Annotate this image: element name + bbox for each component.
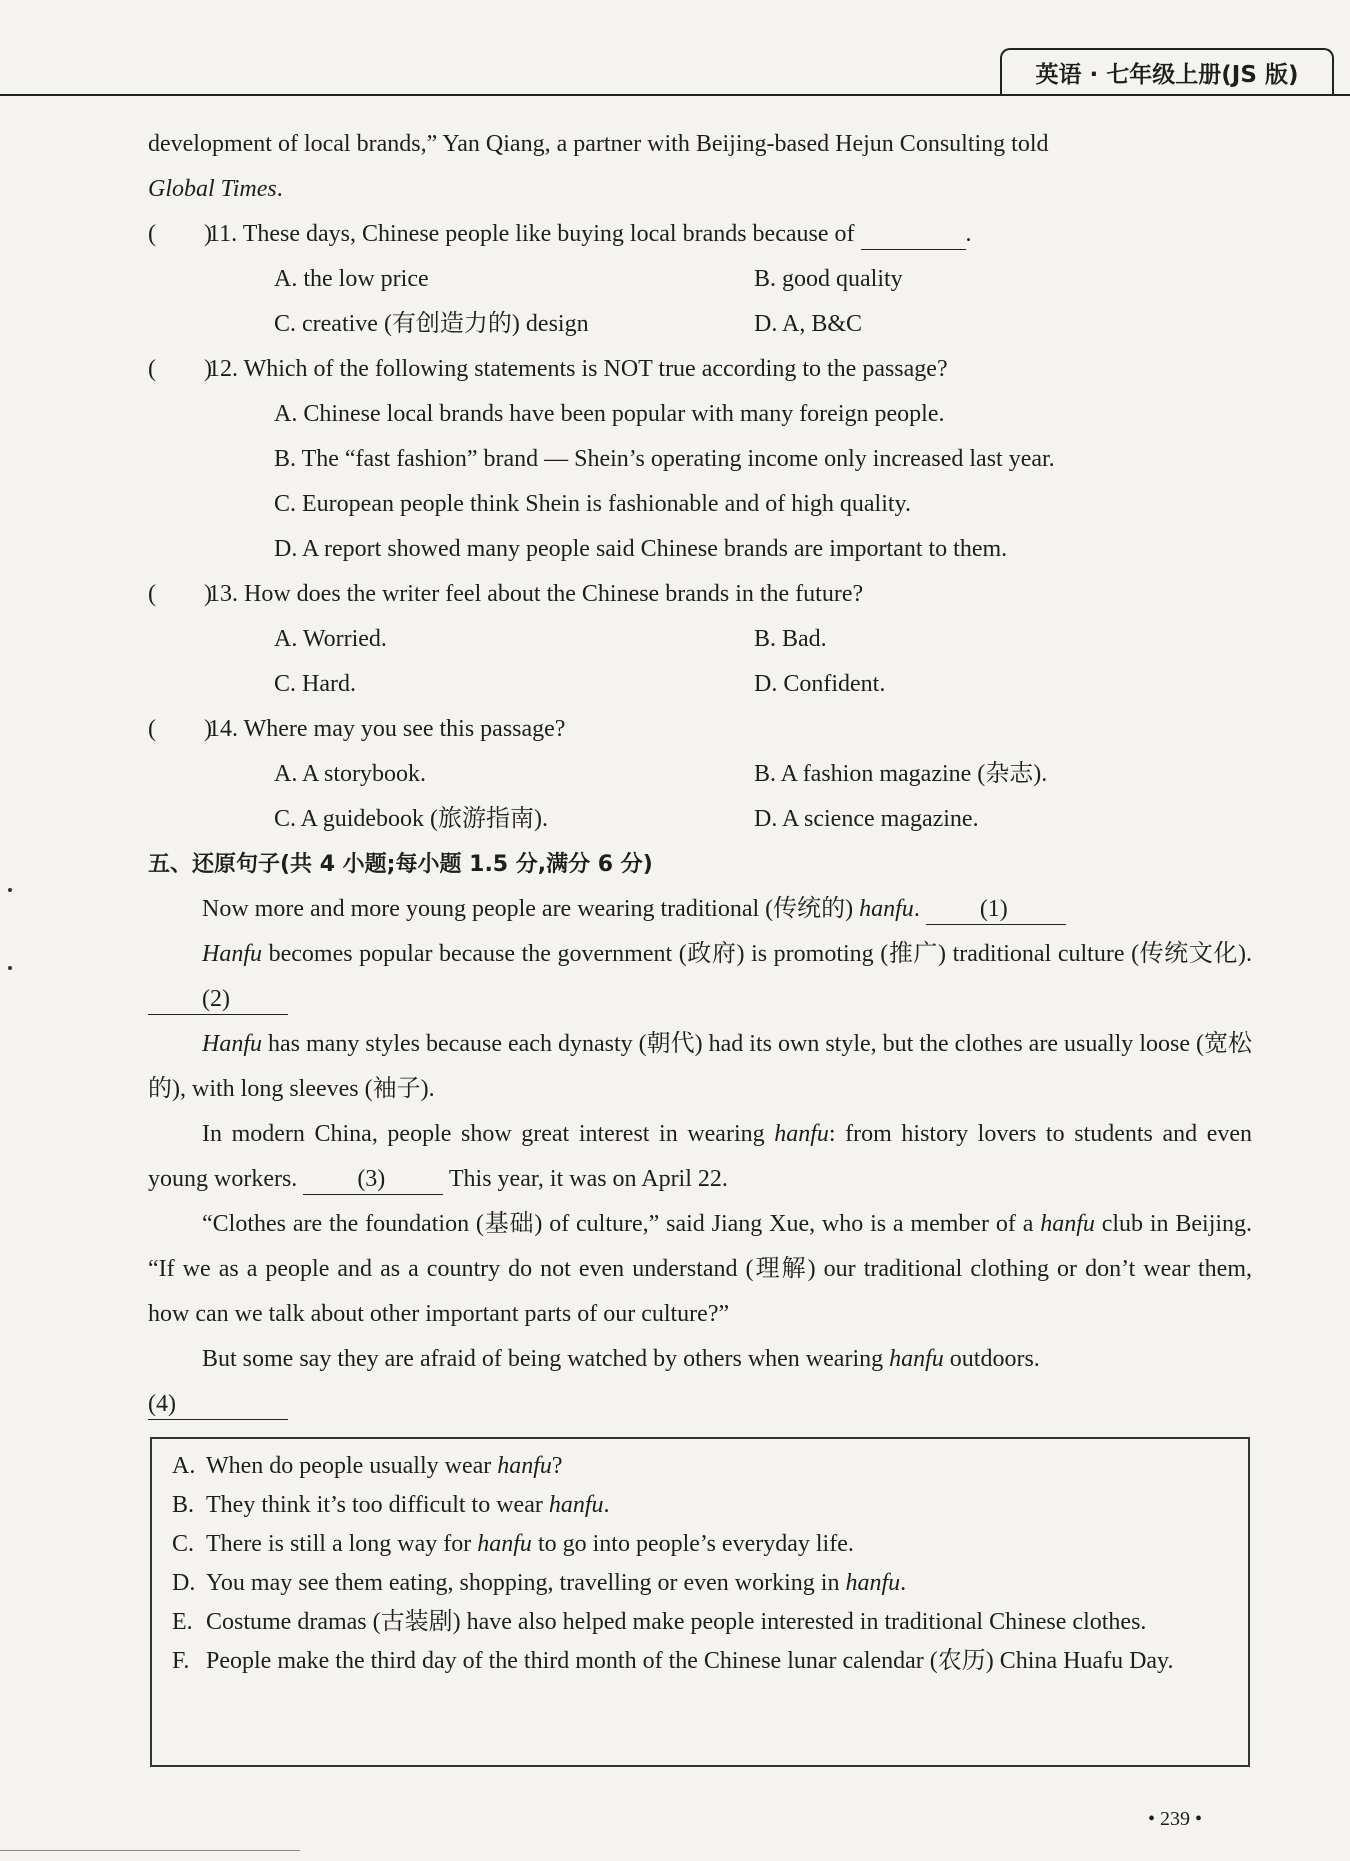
question-text: These days, Chinese people like buying local brands because of: [242, 221, 855, 247]
passage-ending-tail: .: [276, 176, 283, 202]
options: [148, 392, 1252, 572]
p4-before: In modern China, people show great interest in wearing: [202, 1121, 765, 1147]
option-letter: C.: [172, 1531, 195, 1557]
question-stem: [208, 707, 1252, 752]
option-text-main: You may see them eating, shopping, travelling or even working in: [206, 1570, 840, 1596]
option-text: [206, 1564, 1230, 1603]
paragraph-1: [148, 887, 1252, 932]
option-letter: E.: [172, 1609, 193, 1635]
option: A. A storybook.: [274, 761, 427, 787]
header-rule: [0, 94, 1350, 96]
option: D. Confident.: [754, 671, 886, 697]
p4-tail: This year, it was on April 22.: [448, 1166, 728, 1192]
question-stem: [208, 572, 1252, 617]
paragraph-5: [148, 1202, 1252, 1337]
question-text: Which of the following statements is NOT true according to the passage?: [243, 356, 948, 382]
section-title: 五、还原句子(共 4 小题;每小题 1.5 分,满分 6 分): [148, 852, 653, 877]
options: [148, 617, 1252, 707]
option: C. creative (有创造力的) design: [274, 311, 589, 337]
option-text-after: .: [900, 1570, 907, 1596]
question-14: [148, 707, 1252, 752]
p6-after: outdoors.: [949, 1346, 1040, 1372]
p6-hanfu: hanfu: [889, 1346, 944, 1372]
question-13: [148, 572, 1252, 617]
paragraph-2: [148, 932, 1252, 1022]
source-name: Global Times: [148, 176, 277, 202]
p4-hanfu: hanfu: [774, 1121, 829, 1147]
bottom-rule: [0, 1850, 300, 1851]
p5-before: “Clothes are the foundation (基础) of culture,” said Jiang Xue, who is a member of a: [202, 1211, 1034, 1237]
question-number: 13.: [208, 581, 238, 607]
p3-text: has many styles because each dynasty (朝代) had its own style, but the clothes are usually loose (宽松的), with long sleeves (袖子).: [148, 1031, 1253, 1102]
page-number: • 239 •: [1148, 1808, 1203, 1830]
book-title-tab: 英语 · 七年级上册(JS 版): [1000, 48, 1334, 94]
option-row: [274, 797, 1252, 842]
margin-mark: [8, 888, 12, 892]
answer-bracket[interactable]: ( ): [148, 716, 212, 742]
question-end: .: [965, 221, 972, 247]
option-hanfu: hanfu: [497, 1453, 552, 1479]
option: A. Worried.: [274, 626, 387, 652]
p4-after: : from history lovers to students and even young workers.: [148, 1121, 1253, 1192]
option-letter: D.: [172, 1570, 196, 1596]
sentence-options-box: [150, 1437, 1250, 1767]
options: [148, 752, 1252, 842]
option-text: [206, 1642, 1230, 1681]
sentence-option: [172, 1642, 1230, 1681]
option-row: [274, 752, 1252, 797]
option: C. European people think Shein is fashionable and of high quality.: [274, 491, 911, 517]
option-text-main: There is still a long way for: [206, 1531, 472, 1557]
answer-blank-4[interactable]: (4): [148, 1389, 288, 1420]
option-text: [206, 1525, 1230, 1564]
answer-blank-2[interactable]: (2): [148, 984, 288, 1015]
p3-hanfu: Hanfu: [202, 1031, 262, 1057]
answer-bracket[interactable]: ( ): [148, 581, 212, 607]
option: D. A report showed many people said Chinese brands are important to them.: [274, 536, 1008, 562]
option: B. good quality: [754, 266, 903, 292]
option-row: [274, 662, 1252, 707]
option-text-after: to go into people’s everyday life.: [531, 1531, 854, 1557]
option: C. Hard.: [274, 671, 356, 697]
question-stem: [208, 212, 1252, 257]
option-letter: B.: [172, 1492, 195, 1518]
sentence-option: [172, 1447, 1230, 1486]
option-text-after: .: [603, 1492, 610, 1518]
page-content: [148, 122, 1252, 1427]
question-12: [148, 347, 1252, 392]
option: B. The “fast fashion” brand — Shein’s operating income only increased last year.: [274, 446, 1055, 472]
option: C. A guidebook (旅游指南).: [274, 806, 548, 832]
question-text: Where may you see this passage?: [243, 716, 566, 742]
p5-after: club in Beijing. “If we as a people and as a country do not even understand (理解) our traditional clothing or don’t wear them, how can we talk about other important parts of our culture?”: [148, 1211, 1253, 1327]
answer-bracket[interactable]: ( ): [148, 221, 212, 247]
answer-blank-1[interactable]: (1): [926, 894, 1066, 925]
option: A. Chinese local brands have been popular with many foreign people.: [274, 401, 945, 427]
option-text: [206, 1486, 1230, 1525]
p5-hanfu: hanfu: [1040, 1211, 1095, 1237]
p2-text: becomes popular because the government (政府) is promoting (推广) traditional culture (传统文化).: [268, 941, 1253, 967]
option-text-main: They think it’s too difficult to wear: [206, 1492, 543, 1518]
option: A. the low price: [274, 266, 429, 292]
fill-blank[interactable]: [861, 219, 966, 250]
question-number: 14.: [208, 716, 238, 742]
paragraph-3: [148, 1022, 1252, 1112]
p1-after: .: [913, 896, 920, 922]
option-hanfu: hanfu: [845, 1570, 901, 1596]
sentence-option: [172, 1603, 1230, 1642]
p6-before: But some say they are afraid of being watched by others when wearing: [202, 1346, 884, 1372]
option-hanfu: hanfu: [548, 1492, 604, 1518]
question-stem: [208, 347, 1252, 392]
option: B. A fashion magazine (杂志).: [754, 761, 1048, 787]
reading-questions: [148, 212, 1252, 842]
sentence-option: [172, 1486, 1230, 1525]
passage-ending: [148, 122, 1252, 212]
paragraph-6: [148, 1337, 1252, 1382]
option-hanfu: hanfu: [477, 1531, 532, 1557]
option-text: [206, 1603, 1230, 1642]
option-text-main: Costume dramas (古装剧) have also helped make people interested in traditional Chinese clothes.: [206, 1609, 1147, 1635]
p1-text: Now more and more young people are wearing traditional (传统的): [202, 896, 854, 922]
option-text: [206, 1447, 1230, 1486]
option-letter: F.: [172, 1648, 190, 1674]
question-number: 11.: [208, 221, 238, 247]
question-text: How does the writer feel about the Chinese brands in the future?: [244, 581, 864, 607]
option-text-main: People make the third day of the third month of the Chinese lunar calendar (农历) China Huafu Day.: [206, 1648, 1174, 1674]
option-text-main: When do people usually wear: [206, 1453, 492, 1479]
option-row: [274, 257, 1252, 302]
answer-blank-3[interactable]: (3): [303, 1164, 443, 1195]
option: B. Bad.: [754, 626, 827, 652]
sentence-option: [172, 1564, 1230, 1603]
option-letter: A.: [172, 1453, 196, 1479]
paragraph-6-blank-line: [148, 1382, 1252, 1427]
option-text-after: ?: [551, 1453, 563, 1479]
answer-bracket[interactable]: ( ): [148, 356, 212, 382]
paragraph-4: [148, 1112, 1252, 1202]
question-number: 12.: [208, 356, 238, 382]
passage-ending-text: development of local brands,” Yan Qiang, a partner with Beijing-based Hejun Consulting told: [148, 131, 1049, 157]
p2-hanfu: Hanfu: [202, 941, 262, 967]
options: [148, 257, 1252, 347]
option: D. A, B&C: [754, 311, 863, 337]
margin-mark: [8, 966, 12, 970]
question-11: [148, 212, 1252, 257]
p1-hanfu: hanfu: [859, 896, 914, 922]
sentence-option: [172, 1525, 1230, 1564]
option-row: [274, 302, 1252, 347]
option-row: [274, 617, 1252, 662]
option: D. A science magazine.: [754, 806, 979, 832]
